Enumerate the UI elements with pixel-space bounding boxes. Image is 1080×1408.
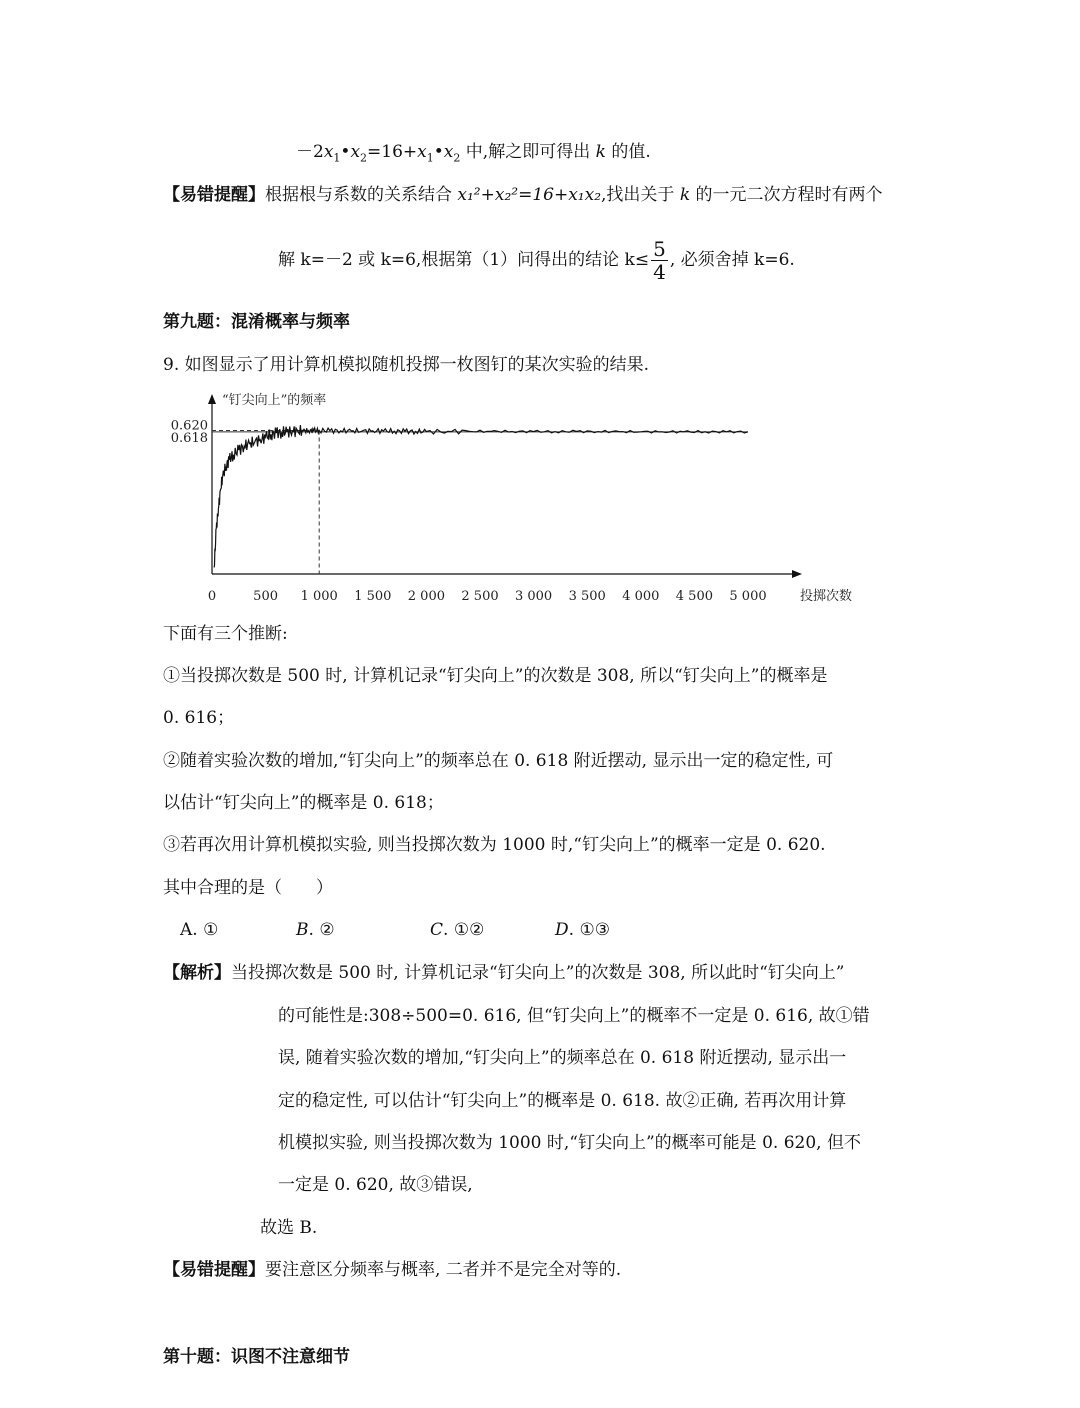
x-tick-label: 1 000: [300, 589, 338, 604]
analysis-line1: 【解析】当投掷次数是 500 时, 计算机记录“钉尖向上”的次数是 308, 所以此时“钉尖向上”: [163, 963, 845, 983]
option-a: A. ①: [180, 920, 219, 940]
analysis-line5: 机模拟实验, 则当投掷次数为 1000 时,“钉尖向上”的概率可能是 0. 620, 但不: [278, 1133, 861, 1153]
x-tick-label: 4 500: [675, 589, 714, 604]
option-c: C. ①②: [430, 920, 485, 940]
chart-labels: [171, 392, 852, 604]
analysis-line6: 一定是 0. 620, 故③错误,: [278, 1175, 473, 1195]
inference-1-line1: ①当投掷次数是 500 时, 计算机记录“钉尖向上”的次数是 308, 所以“钉尖向上”的概率是: [163, 666, 828, 686]
x-axis-title: 投掷次数: [800, 589, 853, 604]
tip1-line2: 解 k=－2 或 k=6,根据第（1）问得出的结论 k≤ $\frac{5}{4}$ , 必须舍掉 k=6.: [278, 237, 795, 284]
formula-continuation: $-2x_1•x_2=16+x_1•x_2$ 中,解之即可得出 k 的值.: [296, 142, 651, 165]
option-d: D. ①③: [555, 920, 610, 940]
chart-axes: [208, 394, 802, 578]
question-9-stem: 9. 如图显示了用计算机模拟随机投掷一枚图钉的某次实验的结果.: [163, 355, 650, 375]
y-tick-label: 0.618: [170, 430, 208, 446]
y-axis-title: “钉尖向上”的频率: [222, 393, 327, 408]
chart-marks: [212, 425, 748, 574]
tip2: 【易错提醒】要注意区分频率与概率, 二者并不是完全对等的.: [163, 1260, 622, 1280]
question-ask: 其中合理的是（ ）: [163, 878, 333, 898]
x-tick-label: 4 000: [622, 589, 660, 604]
section-9-heading: 第九题：混淆概率与频率: [163, 312, 350, 332]
tip2-label: 【易错提醒】: [163, 1260, 265, 1280]
inference-3: ③若再次用计算机模拟实验, 则当投掷次数为 1000 时,“钉尖向上”的概率一定是 0. 620.: [163, 835, 826, 855]
inference-2-line1: ②随着实验次数的增加,“钉尖向上”的频率总在 0. 618 附近摆动, 显示出一定的稳定性, 可: [163, 751, 834, 771]
x-tick-label: 3 000: [514, 589, 553, 604]
x-tick-label: 5 000: [729, 589, 767, 604]
frequency-line-chart: [160, 386, 880, 611]
analysis-line2: 的可能性是:308÷500=0. 616, 但“钉尖向上”的概率不一定是 0. 616, 故①错: [278, 1006, 870, 1026]
frequency-series-line: [214, 425, 748, 567]
inference-2-line2: 以估计“钉尖向上”的概率是 0. 618；: [163, 793, 444, 813]
fraction: $\frac{5}{4}$: [653, 237, 666, 284]
x-tick-label: 2 000: [407, 589, 446, 604]
option-b: B. ②: [296, 920, 335, 940]
tip1-label: 【易错提醒】: [163, 185, 265, 205]
x-tick-label: 1 500: [354, 589, 392, 604]
section-10-heading: 第十题：识图不注意细节: [163, 1347, 350, 1367]
y-tick-label: 0.620: [170, 418, 208, 434]
x-tick-label: 0: [207, 589, 217, 604]
analysis-conclusion: 故选 B.: [260, 1218, 318, 1238]
analysis-line4: 定的稳定性, 可以估计“钉尖向上”的概率是 0. 618. 故②正确, 若再次用计算: [278, 1091, 847, 1111]
inference-intro: 下面有三个推断:: [163, 624, 288, 644]
inference-1-line2: 0. 616；: [163, 708, 235, 728]
y-axis-arrow: [208, 394, 216, 404]
x-tick-label: 2 500: [461, 589, 499, 604]
analysis-line3: 误, 随着实验次数的增加,“钉尖向上”的频率总在 0. 618 附近摆动, 显示出一: [278, 1048, 847, 1068]
x-tick-label: 500: [253, 589, 279, 604]
x-axis-arrow: [792, 570, 802, 578]
x-tick-label: 3 500: [568, 589, 606, 604]
analysis-label: 【解析】: [163, 963, 231, 983]
tip1-line1: 【易错提醒】根据根与系数的关系结合 x₁²+x₂²=16+x₁x₂,找出关于 k 的一元二次方程时有两个: [163, 185, 883, 205]
